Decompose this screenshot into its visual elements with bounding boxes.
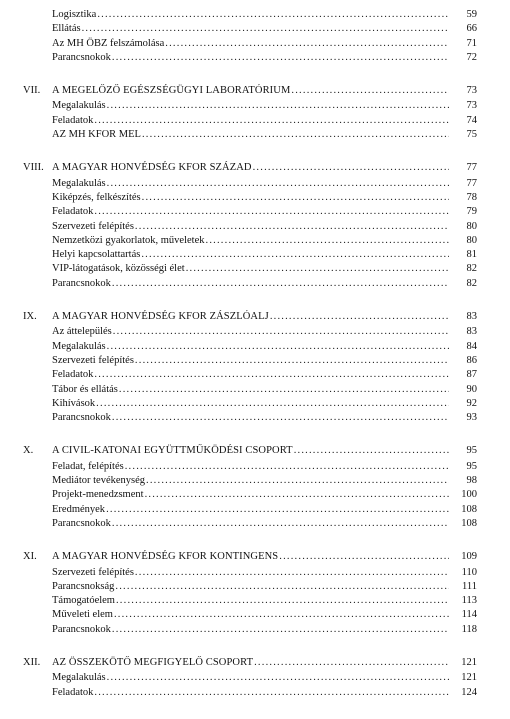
entry-title: AZ MH KFOR MEL (52, 129, 141, 141)
entry-title: Megalakulás (52, 340, 106, 352)
dot-leader (112, 623, 477, 637)
toc-entry[interactable] (0, 37, 510, 51)
dot-leader (112, 411, 477, 425)
toc-section (0, 656, 510, 700)
toc-entry[interactable] (0, 608, 510, 622)
entry-page-number: 74 (449, 114, 477, 128)
entry-page-number: 86 (449, 354, 477, 368)
entry-page-number: 72 (449, 51, 477, 65)
chapter-title: AZ ÖSSZEKÖTŐ MEGFIGYELŐ CSOPORT (52, 656, 254, 668)
chapter-number: VII. (23, 85, 41, 97)
chapter-page-number: 83 (449, 310, 477, 324)
entry-page-number: 108 (449, 517, 477, 531)
toc-entry[interactable] (0, 340, 510, 354)
chapter-page-number: 73 (449, 84, 477, 98)
toc-entry[interactable] (0, 262, 510, 276)
toc-entry[interactable] (0, 368, 510, 382)
toc-entry[interactable] (0, 460, 510, 474)
entry-title: Feladatok (52, 686, 94, 698)
chapter-title: A MAGYAR HONVÉDSÉG KFOR SZÁZAD (52, 162, 252, 174)
entry-page-number: 83 (449, 325, 477, 339)
toc-entry[interactable] (0, 248, 510, 262)
dot-leader (135, 220, 477, 234)
toc-entry[interactable] (0, 686, 510, 700)
dot-leader (107, 671, 477, 685)
entry-title: Parancsnokok (52, 623, 111, 635)
dot-leader (279, 550, 477, 564)
entry-title: Feladat, felépítés (52, 460, 124, 472)
toc-entry[interactable] (0, 325, 510, 339)
toc-chapter-heading[interactable] (0, 444, 510, 458)
chapter-page-number: 109 (449, 550, 477, 564)
entry-page-number: 78 (449, 191, 477, 205)
toc-entry[interactable] (0, 22, 510, 36)
toc-entry[interactable] (0, 51, 510, 65)
chapter-page-number: 121 (449, 656, 477, 670)
toc-entry[interactable] (0, 220, 510, 234)
toc-entry[interactable] (0, 99, 510, 113)
dot-leader (113, 325, 477, 339)
dot-leader (125, 460, 477, 474)
entry-title: Szervezeti felépítés (52, 566, 134, 578)
chapter-number: IX. (23, 311, 37, 323)
toc-entry[interactable] (0, 411, 510, 425)
dot-leader (119, 383, 477, 397)
dot-leader (141, 248, 477, 262)
entry-page-number: 59 (449, 8, 477, 22)
entry-title: Parancsnokok (52, 517, 111, 529)
entry-page-number: 77 (449, 177, 477, 191)
entry-title: Megalakulás (52, 672, 106, 684)
dot-leader (112, 51, 477, 65)
entry-page-number: 84 (449, 340, 477, 354)
chapter-number: X. (23, 445, 34, 457)
dot-leader (107, 99, 477, 113)
dot-leader (206, 234, 478, 248)
entry-title: Parancsnokság (52, 580, 115, 592)
dot-leader (82, 22, 477, 36)
entry-title: Nemzetközi gyakorlatok, műveletek (52, 234, 205, 246)
entry-title: Feladatok (52, 114, 94, 126)
dot-leader (112, 277, 477, 291)
entry-title: Támogatóelem (52, 595, 115, 607)
entry-page-number: 80 (449, 220, 477, 234)
toc-entry[interactable] (0, 488, 510, 502)
entry-page-number: 114 (449, 608, 477, 622)
toc-entry[interactable] (0, 671, 510, 685)
toc-entry[interactable] (0, 397, 510, 411)
toc-entry[interactable] (0, 177, 510, 191)
dot-leader (142, 191, 477, 205)
entry-page-number: 81 (449, 248, 477, 262)
toc-chapter-heading[interactable] (0, 310, 510, 324)
dot-leader (142, 128, 477, 142)
toc-entry[interactable] (0, 503, 510, 517)
entry-page-number: 108 (449, 503, 477, 517)
entry-page-number: 118 (449, 623, 477, 637)
toc-section (0, 444, 510, 531)
chapter-page-number: 77 (449, 161, 477, 175)
dot-leader (254, 656, 477, 670)
entry-page-number: 82 (449, 262, 477, 276)
dot-leader (253, 161, 477, 175)
entry-page-number: 66 (449, 22, 477, 36)
entry-page-number: 113 (449, 594, 477, 608)
entry-page-number: 79 (449, 205, 477, 219)
entry-title: VIP-látogatások, közösségi élet (52, 263, 185, 275)
dot-leader (107, 340, 477, 354)
toc-entry[interactable] (0, 191, 510, 205)
toc-entry[interactable] (0, 594, 510, 608)
dot-leader (94, 205, 477, 219)
dot-leader (115, 580, 477, 594)
toc-entry[interactable] (0, 580, 510, 594)
entry-title: Tábor és ellátás (52, 383, 118, 395)
dot-leader (97, 8, 477, 22)
dot-leader (107, 177, 477, 191)
dot-leader (96, 397, 477, 411)
entry-title: Logisztika (52, 9, 97, 20)
entry-title: Ellátás (52, 23, 81, 35)
entry-title: Mediátor tevékenység (52, 475, 146, 487)
toc-section (0, 161, 510, 291)
toc-section (0, 550, 510, 637)
dot-leader (106, 503, 477, 517)
entry-page-number: 100 (449, 488, 477, 502)
dot-leader (135, 354, 477, 368)
toc-entry[interactable] (0, 234, 510, 248)
dot-leader (186, 262, 477, 276)
toc-chapter-heading[interactable] (0, 161, 510, 175)
entry-title: Szervezeti felépítés (52, 220, 134, 232)
chapter-title: A MAGYAR HONVÉDSÉG KFOR ZÁSZLÓALJ (52, 311, 269, 323)
entry-page-number: 80 (449, 234, 477, 248)
chapter-title: A CIVIL-KATONAI EGYÜTTMŰKÖDÉSI CSOPORT (52, 445, 293, 457)
dot-leader (146, 474, 477, 488)
entry-page-number: 110 (449, 566, 477, 580)
dot-leader (270, 310, 477, 324)
toc-chapter-heading[interactable] (0, 550, 510, 564)
entry-page-number: 93 (449, 411, 477, 425)
entry-title: Feladatok (52, 369, 94, 381)
toc-section (0, 8, 510, 65)
dot-leader (94, 686, 477, 700)
entry-title: Parancsnokok (52, 412, 111, 424)
entry-title: Megalakulás (52, 100, 106, 112)
entry-page-number: 73 (449, 99, 477, 113)
toc-entry[interactable] (0, 128, 510, 142)
entry-title: Szervezeti felépítés (52, 354, 134, 366)
chapter-number: VIII. (23, 162, 44, 174)
toc-entry[interactable] (0, 354, 510, 368)
entry-title: Megalakulás (52, 177, 106, 189)
dot-leader (114, 608, 477, 622)
chapter-number: XI. (23, 551, 37, 563)
entry-title: Eredmények (52, 503, 106, 515)
entry-title: Kiképzés, felkészítés (52, 191, 141, 203)
entry-page-number: 98 (449, 474, 477, 488)
dot-leader (135, 566, 477, 580)
chapter-number: XII. (23, 656, 41, 668)
toc-section (0, 84, 510, 142)
dot-leader (94, 368, 477, 382)
entry-page-number: 95 (449, 460, 477, 474)
toc-entry[interactable] (0, 205, 510, 219)
entry-title: Feladatok (52, 206, 94, 218)
toc-entry[interactable] (0, 623, 510, 637)
entry-title: Az MH ÖBZ felszámolása (52, 37, 165, 49)
toc-section (0, 310, 510, 425)
entry-title: Projekt-menedzsment (52, 489, 144, 501)
entry-page-number: 87 (449, 368, 477, 382)
entry-page-number: 75 (449, 128, 477, 142)
toc-entry[interactable] (0, 383, 510, 397)
table-of-contents (0, 8, 510, 719)
toc-entry[interactable] (0, 114, 510, 128)
dot-leader (112, 517, 477, 531)
entry-title: Kihívások (52, 397, 96, 409)
toc-chapter-heading[interactable] (0, 656, 510, 670)
entry-page-number: 92 (449, 397, 477, 411)
toc-chapter-heading[interactable] (0, 84, 510, 98)
dot-leader (94, 114, 477, 128)
entry-page-number: 121 (449, 671, 477, 685)
entry-page-number: 90 (449, 383, 477, 397)
toc-entry[interactable] (0, 517, 510, 531)
entry-title: Műveleti elem (52, 609, 113, 621)
entry-page-number: 124 (449, 686, 477, 700)
entry-title: Helyi kapcsolattartás (52, 249, 141, 261)
dot-leader (145, 488, 477, 502)
dot-leader (165, 37, 477, 51)
entry-page-number: 111 (449, 580, 477, 594)
toc-entry[interactable] (0, 277, 510, 291)
chapter-title: A MEGELŐZŐ EGÉSZSÉGÜGYI LABORATÓRIUM (52, 85, 291, 97)
toc-entry[interactable] (0, 474, 510, 488)
toc-entry[interactable] (0, 8, 510, 22)
toc-entry[interactable] (0, 566, 510, 580)
entry-title: Parancsnokok (52, 51, 111, 63)
chapter-title: A MAGYAR HONVÉDSÉG KFOR KONTINGENS (52, 551, 279, 563)
entry-title: Parancsnokok (52, 277, 111, 289)
dot-leader (116, 594, 477, 608)
entry-page-number: 82 (449, 277, 477, 291)
chapter-page-number: 95 (449, 444, 477, 458)
entry-page-number: 71 (449, 37, 477, 51)
entry-title: Az áttelepülés (52, 326, 112, 338)
